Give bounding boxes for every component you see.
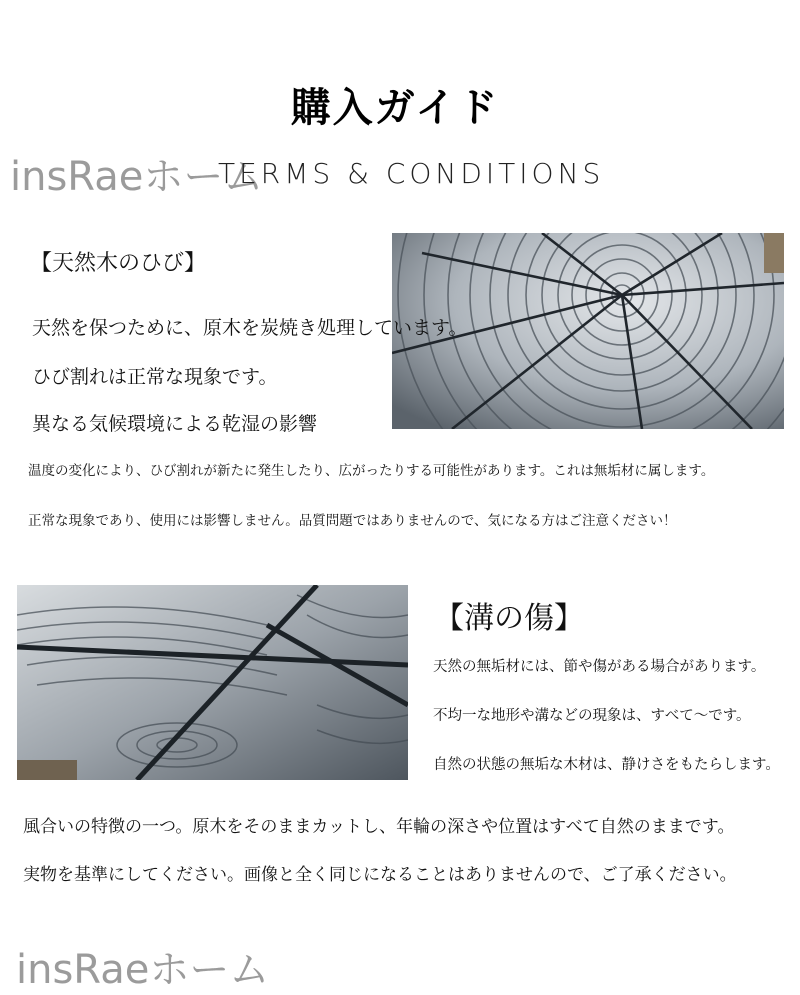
wood-groove-photo bbox=[17, 585, 408, 780]
cracks-line-1: 天然を保つために、原木を炭焼き処理しています。 bbox=[32, 317, 468, 339]
watermark-bottom: insRaeホーム bbox=[16, 947, 270, 993]
cracks-line-2: ひび割れは正常な現象です。 bbox=[32, 366, 278, 388]
cracks-note-1: 温度の変化により、ひび割れが新たに発生したり、広がったりする可能性があります。これは無垢材に属します。 bbox=[28, 463, 715, 479]
cracks-note-2: 正常な現象であり、使用には影響しません。品質問題ではありませんので、気になる方はご注意ください！ bbox=[28, 513, 677, 529]
grooves-note-1: 風合いの特徴の一つ。原木をそのままカットし、年輪の深さや位置はすべて自然のままです。 bbox=[23, 817, 735, 837]
cracks-heading: 【天然木のひび】 bbox=[30, 251, 207, 276]
watermark-top: insRaeホーム bbox=[10, 154, 264, 200]
page-title: 購入ガイド bbox=[290, 85, 500, 131]
grooves-line-3: 自然の状態の無垢な木材は、静けさをもたらします。 bbox=[433, 757, 780, 773]
grooves-line-1: 天然の無垢材には、節や傷がある場合があります。 bbox=[433, 659, 766, 675]
page-subtitle: TERMS & CONDITIONS bbox=[218, 157, 605, 190]
grooves-line-2: 不均一な地形や溝などの現象は、すべて～です。 bbox=[433, 708, 751, 724]
cracks-line-3: 異なる気候環境による乾湿の影響 bbox=[32, 413, 318, 435]
grooves-note-2: 実物を基準にしてください。画像と全く同じになることはありませんので、ご了承ください。 bbox=[23, 865, 737, 885]
grooves-heading: 【溝の傷】 bbox=[434, 601, 584, 636]
